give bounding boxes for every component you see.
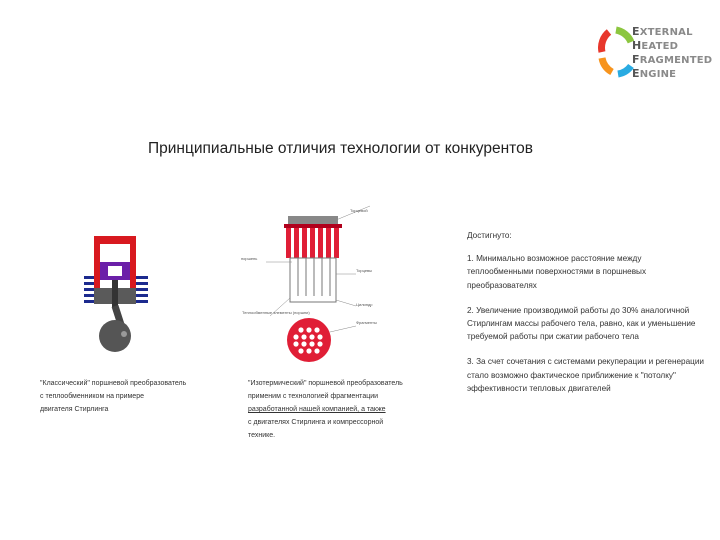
result-item-1: 1. Минимально возможное расстояние между теплообменными поверхностями в поршневых преобразователях [467, 254, 647, 290]
piston-head [288, 216, 338, 224]
piston-gap [108, 266, 122, 276]
label-end-side: Торцевы [356, 268, 373, 273]
fragment-disc [287, 318, 331, 362]
efhe-logo [598, 22, 713, 84]
logo-ring-icon [598, 22, 634, 84]
logo-word-4: ENGINE [632, 67, 677, 80]
logo-word-2: HEATED [632, 39, 679, 52]
logo-word-1: EXTERNAL [632, 25, 693, 38]
label-heat-elements: Теплообменные элементы (поршни) [242, 310, 310, 315]
isothermal-caption: "Изотермический" поршневой преобразователь применим с технологией фрагментации разработанной нашей компанией, а также с двигателях Стирлинга и компрессорной технике. [248, 380, 403, 439]
heat-exchanger-fins [286, 224, 339, 258]
label-piston: поршень [241, 256, 258, 261]
logo-word-3: FRAGMENTED [632, 53, 713, 66]
results-heading: Достигнуто: [467, 231, 512, 240]
classic-engine-diagram [82, 228, 162, 358]
isothermal-engine-diagram [240, 196, 380, 366]
classic-caption: "Классический" поршневой преобразователь с теплообменником на примере двигателя Стирлинга [40, 380, 187, 413]
heat-exchanger-fins-right [136, 276, 148, 303]
result-item-3: 3. За счет сочетания с системами рекуперации и регенерации стало возможно фактическое приближение к "потолку" эффективности тепловых двигателей [467, 357, 704, 393]
fin-root [284, 224, 342, 228]
results-block [467, 229, 707, 407]
piston-rod [112, 280, 118, 308]
label-end-top: Торцевой [350, 208, 368, 213]
logo-wordmark [632, 25, 712, 81]
crank-pin [121, 331, 127, 337]
heat-exchanger-fins-left [84, 276, 94, 303]
label-cylinder-1: Цилиндр [356, 302, 373, 307]
result-item-2: 2. Увеличение производимой работы до 30% аналогичной Стирлингам массы рабочего тела, равно, как и уменьшение требуемой работы при сжатии рабочего тела [467, 305, 696, 342]
label-fragments: Фрагменты [356, 320, 377, 325]
piston-body [290, 258, 336, 302]
slide-title: Принципиальные отличия технологии от конкурентов [148, 140, 533, 157]
